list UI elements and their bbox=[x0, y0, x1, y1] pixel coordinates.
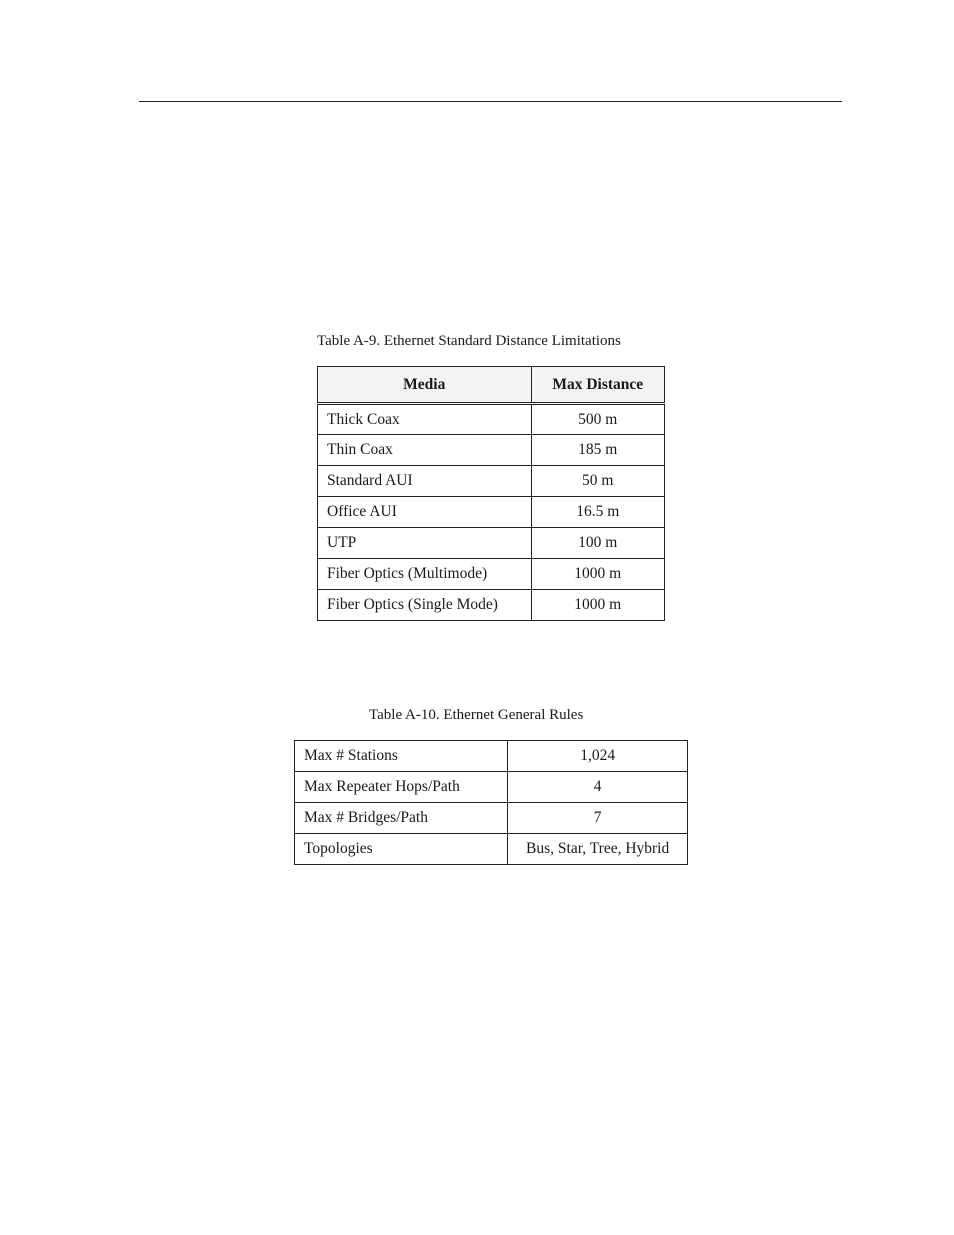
table-row bbox=[318, 435, 665, 466]
media-cell: Standard AUI bbox=[318, 466, 532, 497]
table-row bbox=[318, 559, 665, 590]
table-row bbox=[295, 834, 688, 865]
rule-cell: Max Repeater Hops/Path bbox=[295, 772, 508, 803]
distance-cell: 16.5 m bbox=[531, 497, 665, 528]
media-cell: Office AUI bbox=[318, 497, 532, 528]
value-cell: 4 bbox=[508, 772, 688, 803]
table-header-row bbox=[318, 367, 665, 404]
table-row bbox=[318, 590, 665, 621]
table-row bbox=[318, 528, 665, 559]
column-header-max-distance: Max Distance bbox=[531, 367, 665, 404]
general-rules-table bbox=[294, 740, 688, 865]
column-header-media: Media bbox=[318, 367, 532, 404]
table-row bbox=[295, 772, 688, 803]
distance-cell: 500 m bbox=[531, 404, 665, 435]
table-a9-caption: Table A-9. Ethernet Standard Distance Limitations bbox=[317, 333, 621, 349]
value-cell: Bus, Star, Tree, Hybrid bbox=[508, 834, 688, 865]
media-cell: Fiber Optics (Single Mode) bbox=[318, 590, 532, 621]
media-cell: Thin Coax bbox=[318, 435, 532, 466]
rule-cell: Topologies bbox=[295, 834, 508, 865]
distance-cell: 1000 m bbox=[531, 590, 665, 621]
table-row bbox=[318, 404, 665, 435]
media-cell: UTP bbox=[318, 528, 532, 559]
distance-cell: 100 m bbox=[531, 528, 665, 559]
media-cell: Fiber Optics (Multimode) bbox=[318, 559, 532, 590]
distance-cell: 185 m bbox=[531, 435, 665, 466]
distance-cell: 1000 m bbox=[531, 559, 665, 590]
value-cell: 7 bbox=[508, 803, 688, 834]
table-row bbox=[295, 803, 688, 834]
table-a10-caption: Table A-10. Ethernet General Rules bbox=[369, 707, 584, 723]
rule-cell: Max # Stations bbox=[295, 741, 508, 772]
media-cell: Thick Coax bbox=[318, 404, 532, 435]
distance-cell: 50 m bbox=[531, 466, 665, 497]
header-rule bbox=[139, 101, 842, 102]
table-row bbox=[295, 741, 688, 772]
rule-cell: Max # Bridges/Path bbox=[295, 803, 508, 834]
value-cell: 1,024 bbox=[508, 741, 688, 772]
distance-limitations-table bbox=[317, 366, 665, 621]
table-row bbox=[318, 497, 665, 528]
table-row bbox=[318, 466, 665, 497]
